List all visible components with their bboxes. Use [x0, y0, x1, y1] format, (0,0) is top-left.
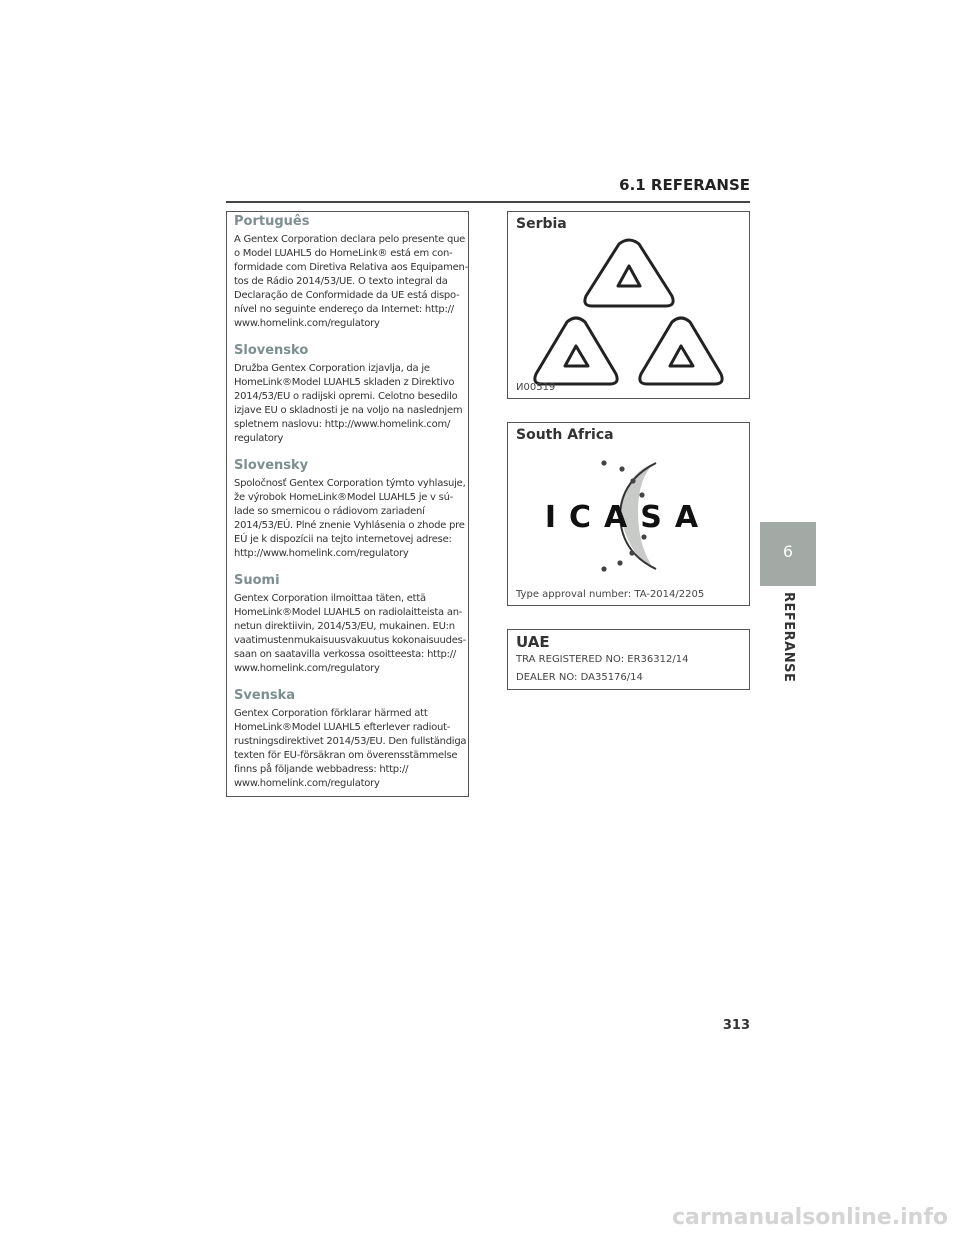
text-line: www.homelink.com/regulatory	[234, 318, 380, 329]
top-outer-triangle	[585, 240, 673, 306]
top-inner-triangle	[618, 266, 640, 286]
text-line: EÚ je k dispozícii na tejto internetovej adrese:	[234, 534, 452, 545]
text-line: HomeLink®Model LUAHL5 efterlever radiout-	[234, 722, 451, 733]
chapter-tab	[760, 522, 816, 586]
type-approval-number: Type approval number: TA-2014/2205	[516, 589, 705, 600]
lang-text	[234, 362, 462, 446]
text-line: http://www.homelink.com/regulatory	[234, 548, 409, 559]
language-declarations-box	[226, 211, 469, 797]
icasa-dot	[601, 460, 606, 465]
text-line: nível no seguinte endereço da Internet: http://	[234, 304, 454, 315]
icasa-dot	[617, 560, 622, 565]
right-outer-triangle	[640, 318, 722, 384]
serbia-code: И00519	[516, 382, 556, 393]
lang-text	[234, 233, 468, 331]
lang-heading: Slovensky	[234, 458, 309, 473]
text-line: o Model LUAHL5 do HomeLink® está em con-	[234, 248, 453, 259]
uae-box	[507, 629, 750, 690]
south-africa-title: South Africa	[516, 427, 614, 443]
text-line: Declaração de Conformidade da UE está dispo-	[234, 290, 460, 301]
lang-heading: Suomi	[234, 573, 280, 588]
text-line: spletnem naslovu: http://www.homelink.com/	[234, 419, 451, 430]
text-line: www.homelink.com/regulatory	[234, 778, 380, 789]
text-line: HomeLink®Model LUAHL5 skladen z Direktivo	[234, 377, 455, 388]
lang-svenska	[234, 688, 467, 791]
text-line: tos de Rádio 2014/53/UE. O texto integral da	[234, 276, 448, 287]
text-line: www.homelink.com/regulatory	[234, 663, 380, 674]
icasa-dot	[629, 550, 634, 555]
icasa-dot	[630, 478, 635, 483]
text-line: že výrobok HomeLink®Model LUAHL5 je v sú-	[234, 492, 454, 503]
left-outer-triangle	[535, 318, 617, 384]
text-line: texten för EU-försäkran om överensstämmelse	[234, 750, 458, 761]
section-title: 6.1 REFERANSE	[619, 176, 750, 194]
icasa-dot	[641, 534, 646, 539]
text-line: vaatimustenmukaisuusvakuutus kokonaisuudes-	[234, 635, 466, 646]
text-line: lade so smernicou o rádiovom zariadení	[234, 506, 425, 517]
chapter-label: REFERANSE	[781, 592, 796, 683]
text-line: 2014/53/EÚ. Plné znenie Vyhlásenia o zhode pre	[234, 520, 465, 531]
icasa-dot	[639, 492, 644, 497]
left-inner-triangle	[565, 346, 588, 366]
text-line: A Gentex Corporation declara pelo presente que	[234, 234, 466, 245]
text-line: saan on saatavilla verkossa osoitteesta: http://	[234, 649, 456, 660]
lang-text	[234, 592, 466, 676]
text-line: rustningsdirektivet 2014/53/EU. Den fullständiga	[234, 736, 467, 747]
text-line: formidade com Diretiva Relativa aos Equipamen-	[234, 262, 468, 273]
lang-text	[234, 707, 467, 791]
lang-text	[234, 477, 466, 561]
text-line: HomeLink®Model LUAHL5 on radiolaitteista an-	[234, 607, 463, 618]
dealer-number: DEALER NO: DA35176/14	[516, 672, 643, 683]
south-africa-box	[507, 422, 750, 606]
lang-slovensko	[234, 343, 462, 446]
text-line: Spoločnosť Gentex Corporation týmto vyhlasuje,	[234, 478, 466, 489]
text-line: izjave EU o skladnosti je na voljo na naslednjem	[234, 405, 463, 416]
watermark: carmanualsonline.info	[672, 1205, 948, 1230]
lang-portugues	[234, 214, 468, 331]
lang-heading: Slovensko	[234, 343, 309, 358]
tra-registered-number: TRA REGISTERED NO: ER36312/14	[516, 654, 689, 665]
text-line: Gentex Corporation ilmoittaa täten, että	[234, 593, 426, 604]
serbia-title: Serbia	[516, 216, 567, 232]
header-divider	[226, 201, 750, 203]
text-line: regulatory	[234, 433, 284, 444]
lang-heading: Português	[234, 214, 310, 229]
icasa-logo	[508, 449, 749, 589]
icasa-dot	[619, 466, 624, 471]
page-number: 313	[722, 1018, 750, 1033]
uae-title: UAE	[516, 633, 550, 651]
text-line: Družba Gentex Corporation izjavlja, da je	[234, 363, 430, 374]
serbia-box	[507, 211, 750, 399]
chapter-number: 6	[782, 542, 794, 561]
icasa-dot	[601, 566, 606, 571]
text-line: Gentex Corporation förklarar härmed att	[234, 708, 428, 719]
icasa-wordmark: ICASA	[544, 500, 712, 535]
text-line: netun direktiivin, 2014/53/EU, mukainen. EU:n	[234, 621, 455, 632]
text-line: 2014/53/EU o radijski opremi. Celotno besedilo	[234, 391, 458, 402]
lang-slovensky	[234, 458, 466, 561]
lang-heading: Svenska	[234, 688, 296, 703]
serbia-triangles-logo	[508, 236, 749, 396]
lang-suomi	[234, 573, 466, 676]
right-inner-triangle	[670, 346, 693, 366]
text-line: finns på följande webbadress: http://	[234, 764, 409, 775]
